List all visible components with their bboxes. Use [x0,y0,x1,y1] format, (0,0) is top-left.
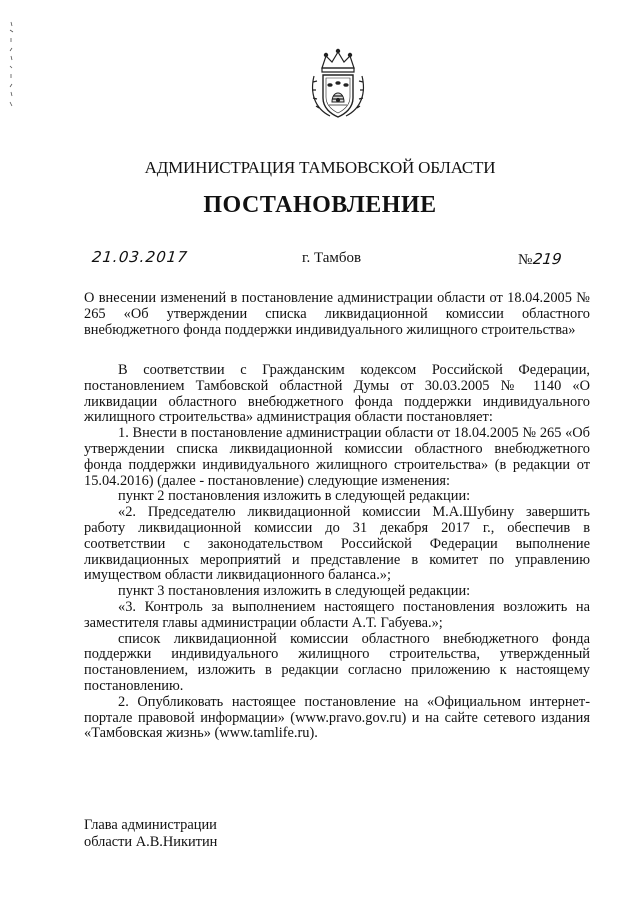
signature-name: области А.В.Никитин [84,834,218,850]
handwritten-number: 219 [532,250,563,268]
document-type-title: ПОСТАНОВЛЕНИЕ [203,192,437,218]
city-label: г. Тамбов [302,250,362,266]
signature-block [84,817,217,851]
body-paragraph-point-3-text: «3. Контроль за выполнением настоящего постановления возложить на заместителя главы администрации области А.Т. Габуева.»; [84,598,590,631]
coat-of-arms-icon [308,48,368,122]
organization-title: АДМИНИСТРАЦИЯ ТАМБОВСКОЙ ОБЛАСТИ [144,158,496,177]
body-paragraph-commission-list: список ликвидационной комиссии областного внебюджетного фонда поддержки индивидуального жилищного строительства, утвержденный постановлением, изложить в редакции согласно приложению к настоящему постановлению. [84,630,590,694]
signature-title: Глава администрации [84,817,217,833]
number-prefix: № [518,252,533,268]
document-subject: О внесении изменений в постановление администрации области от 18.04.2005 № 265 «Об утверждении списка ликвидационной комиссии областного внебюджетного фонда поддержки индивидуального жилищного строительства» [84,290,590,338]
body-paragraph-item-2: 2. Опубликовать настоящее постановление на «Официальном интернет-портале правовой информации» (www.pravo.gov.ru) и на сайте сетевого издания «Тамбовская жизнь» (www.tamlife.ru). [84,693,590,742]
body-paragraph-point-3-intro: пункт 3 постановления изложить в следующей редакции: [118,583,471,600]
body-paragraph-point-2-text: «2. Председателю ликвидационной комиссии М.А.Шубину завершить работу ликвидационной комиссии до 31 декабря 2017 г., обеспечив в соответствии с законодательством Российской Федерации выполнение ликвидационных мероприятий и представление в комитет по управлению имуществом области ликвидационного баланса.»; [84,504,590,584]
body-paragraph-item-1: 1. Внести в постановление администрации области от 18.04.2005 № 265 «Об утверждении списка ликвидационной комиссии областного внебюджетного фонда поддержки индивидуального жилищного строительства» (в редакции от 15.04.2016) (далее - постановление) следующие изменения: [84,425,590,489]
handwritten-date: 21.03.2017 [91,248,189,266]
document-number [518,250,562,269]
body-paragraph-point-2-intro: пункт 2 постановления изложить в следующей редакции: [118,488,471,505]
scan-noise [2,20,20,110]
body-paragraph-preamble: В соответствии с Гражданским кодексом Российской Федерации, постановлением Тамбовской областной Думы от 30.03.2005 № 1140 «О ликвидации областного внебюджетного фонда поддержки индивидуального жилищного строительства» администрация области постановляет: [84,362,590,426]
document-body [84,363,590,742]
